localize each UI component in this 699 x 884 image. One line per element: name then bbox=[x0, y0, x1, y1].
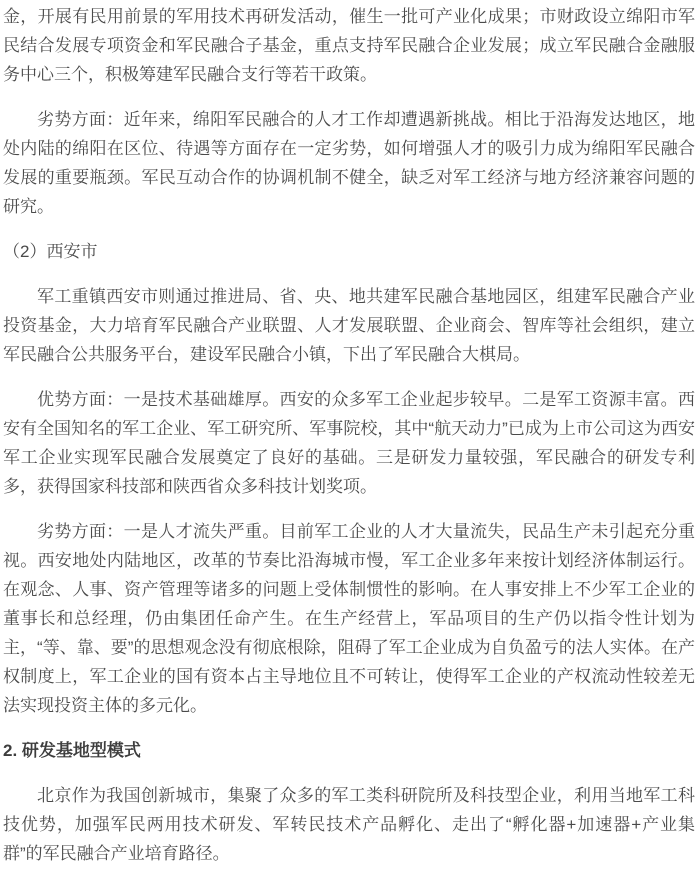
paragraph-continuation-funding-policies: 金，开展有民用前景的军用技术再研发活动，催生一批可产业化成果；市财政设立绵阳市军民结合发展专项资金和军民融合子基金，重点支持军民融合企业发展；成立军民融合金融服务中心三个，积极筹建军民融合支行等若干政策。 bbox=[3, 7, 695, 84]
paragraph-mianyang-disadvantages: 劣势方面：近年来，绵阳军民融合的人才工作却遭遇新挑战。相比于沿海发达地区，地处内陆的绵阳在区位、待遇等方面存在一定劣势，如何增强人才的吸引力成为绵阳军民融合发展的重要瓶颈。军民互动合作的协调机制不健全，缺乏对军工经济与地方经济兼容问题的研究。 bbox=[3, 110, 695, 216]
subheading-xian-city: （2）西安市 bbox=[3, 242, 98, 261]
paragraph-xian-disadvantages: 劣势方面：一是人才流失严重。目前军工企业的人才大量流失，民品生产未引起充分重视。西安地处内陆地区，改革的节奏比沿海城市慢，军工企业多年来按计划经济体制运行。在观念、人事、资产管理等诸多的问题上受体制惯性的影响。在人事安排上不少军工企业的董事长和总经理，仍由集团任命产生。在生产经营上，军品项目的生产仍以指令性计划为主，“等、靠、要”的思想观念没有彻底根除，阻碍了军工企业成为自负盈亏的法人实体。在产权制度上，军工企业的国有资本占主导地位且不可转让，使得军工企业的产权流动性较差无法实现投资主体的多元化。 bbox=[3, 522, 695, 715]
heading-rd-base-model: 2. 研发基地型模式 bbox=[3, 741, 141, 760]
paragraph-beijing-model: 北京作为我国创新城市，集聚了众多的军工类科研院所及科技型企业，利用当地军工科技优势，加强军民两用技术研发、军转民技术产品孵化、走出了“孵化器+加速器+产业集群”的军民融合产业培育路径。 bbox=[3, 786, 695, 863]
paragraph-xian-overview: 军工重镇西安市则通过推进局、省、央、地共建军民融合基地园区，组建军民融合产业投资基金，大力培育军民融合产业联盟、人才发展联盟、企业商会、智库等社会组织，建立军民融合公共服务平台，建设军民融合小镇，下出了军民融合大棋局。 bbox=[3, 287, 695, 364]
paragraph-xian-advantages: 优势方面：一是技术基础雄厚。西安的众多军工企业起步较早。二是军工资源丰富。西安有全国知名的军工企业、军工研究所、军事院校，其中“航天动力”已成为上市公司这为西安军工企业实现军民融合发展奠定了良好的基础。三是研发力量较强，军民融合的研发专利多，获得国家科技部和陕西省众多科技计划奖项。 bbox=[3, 390, 695, 496]
